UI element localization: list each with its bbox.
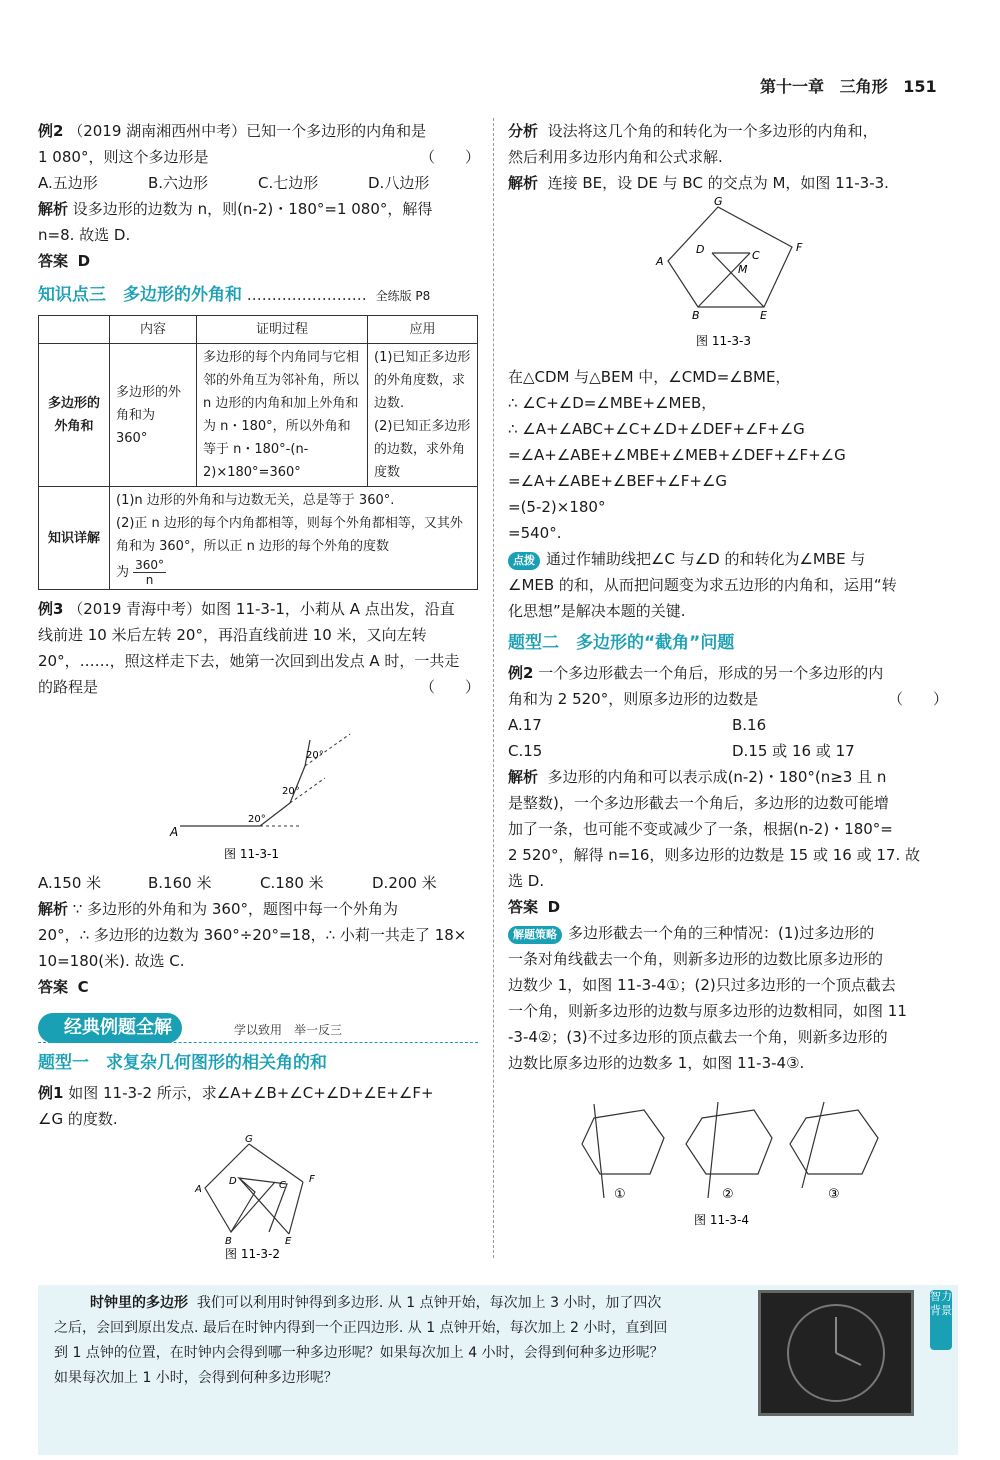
svg-text:F: F [309,1174,315,1185]
step-6: =(5-2)×180° [508,498,606,516]
svg-text:②: ② [722,1187,734,1202]
r-ex2-options-1: A.17 B.16 [508,716,767,734]
ex3-line4: 的路程是 （ ） [38,678,480,696]
ex2-answer: 答案 D [38,252,91,270]
strategy-badge: 解题策略 [508,926,562,944]
column-divider [493,118,494,1258]
type1-block [38,1050,480,1132]
svg-text:D: D [229,1176,237,1187]
strategy-line3: 边数少 1，如图 11-3-4①；(2)只过多边形的一个顶点截去 [508,976,896,994]
banner-subtitle: 学以致用 举一反三 [234,1023,343,1037]
step-3: ∴ ∠A+∠ABC+∠C+∠D+∠DEF+∠F+∠G [508,420,805,438]
r-ex2-sol4: 2 520°，解得 n=16，则多边形的边数是 15 或 16 或 17. 故 [508,846,921,864]
svg-text:A: A [656,255,664,268]
svg-text:G: G [714,195,723,208]
tip-badge: 点拨 [508,552,540,570]
r-ex2-line1: 例2 一个多边形截去一个角后，形成的另一个多边形的内 [508,664,884,682]
ex3-options: A.150 米 B.160 米 C.180 米 D.200 米 [38,874,437,892]
svg-text:D: D [696,243,705,256]
solution-steps [508,364,948,1076]
svg-text:M: M [738,263,748,276]
ex3-line3: 20°，……，照这样走下去，她第一次回到出发点 A 时，一共走 [38,652,460,670]
strategy-line5: -3-4②；(3)不过多边形的顶点截去一个角，则新多边形的 [508,1028,888,1046]
svg-text:A: A [195,1184,202,1195]
step-5: =∠A+∠ABE+∠BEF+∠F+∠G [508,472,728,490]
r-ex2-options-2: C.15 D.15 或 16 或 17 [508,742,855,760]
fig3-caption: 图 11-3-3 [696,334,752,348]
svg-text:G: G [245,1134,253,1145]
r-ex2-sol1: 解析 多边形的内角和可以表示成(n-2)・180°(n≥3 且 n [508,768,887,786]
side-tag: 智力背景 [930,1290,952,1350]
detail-label: 知识详解 [39,487,110,590]
page-header [760,74,937,100]
step-7: =540°. [508,524,562,542]
svg-text:C: C [752,249,760,262]
banner-title: 经典例题全解 [38,1013,182,1043]
analysis-line1: 分析 设法将这几个角的和转化为一个多边形的内角和， [508,122,878,140]
bottom-line4: 如果每次加上 1 小时，会得到何种多边形呢？ [54,1370,338,1386]
tip-line2: ∠MEB 的和，从而把问题变为求五边形的内角和，运用“转 [508,576,897,594]
step-4: =∠A+∠ABE+∠MBE+∠MEB+∠DEF+∠F+∠G [508,446,846,464]
step-2: ∴ ∠C+∠D=∠MBE+∠MEB， [508,394,717,412]
tip-line3: 化思想”是解决本题的关键. [508,602,686,620]
r-ex2-sol3: 加了一条，也可能不变或减少了一条，根据(n-2)・180°= [508,820,893,838]
fig1-angle-1: 20° [248,814,266,825]
step-1: 在△CDM 与△BEM 中，∠CMD=∠BME， [508,368,791,386]
page-number: 151 [903,77,937,96]
table-proof: 多边形的每个内角同与它相邻的外角互为邻补角，所以 n 边形的内角和加上外角和为 n・180°，所以外角和等于 n・180°-(n-2)×180°=360° [197,344,368,487]
svg-text:E: E [760,309,767,322]
fig1-caption: 图 11-3-1 [224,847,280,861]
kp3-heading: 知识点三 多边形的外角和 …………………… 全练版 P8 [38,285,431,305]
knowledge-table: 内容 证明过程 应用 多边形的外角和 多边形的外角和为 360° 多边形的每个内角同与它相邻的外角互为邻补角，所以 n 边形的内角和加上外角和为 n・180°，所以外角和等于 n・180°-(n-2)×180°=360° (1)已知正多边形的外角度数，求边数. (2)已知正多边形的边数，求外角度数 知识详解 (1)n 边形的外角和与边数无关，总是等于 360°. (2)正 n 边形的每个内角都相等，则每个外角都相等，又其外角和为 360°，所以正 n 边形的每个外角的度数 为 $\frac{360^\circ}{n}$ [38,315,478,590]
ex3-solution-2: 20°，∴ 多边形的边数为 360°÷20°=18，∴ 小莉一共走了 18× [38,926,467,944]
ex2-solution: 解析 设多边形的边数为 n，则(n-2)・180°=1 080°，解得 [38,200,433,218]
svg-text:B: B [225,1236,232,1247]
ex3-solution-3: 10=180(米). 故选 C. [38,952,185,970]
ex2-line2: 1 080°，则这个多边形是 （ ） [38,148,480,166]
figure-11-3-4 [570,1098,900,1230]
figure-11-3-1 [160,728,360,868]
classic-examples-banner [38,1013,478,1043]
left-column [38,118,480,700]
type2-title: 题型二 多边形的“截角”问题 [508,633,735,653]
figure-11-3-3 [650,195,820,350]
bottom-line3: 到 1 点钟的位置，在时钟内会得到哪一种多边形呢？如果每次加上 4 小时，会得到何种多边形呢？ [54,1345,664,1361]
strategy-line4: 一个角，则新多边形的边数与原多边形的边数相同，如图 11 [508,1002,907,1020]
svg-text:E: E [285,1236,292,1247]
ex2-line1: 例2 （2019 湖南湘西州中考）已知一个多边形的内角和是 [38,122,427,140]
svg-text:③: ③ [828,1187,840,1202]
ex2-solution-2: n=8. 故选 D. [38,226,131,244]
svg-text:B: B [692,309,700,322]
strategy-line6: 边数比原多边形的边数多 1，如图 11-3-4③. [508,1054,805,1072]
bottom-line2: 之后，会回到原出发点. 最后在时钟内得到一个正四边形. 从 1 点钟开始，每次加上 2 小时，直到回 [54,1320,668,1336]
strategy-line1: 解题策略 多边形截去一个角的三种情况：(1)过多边形的 [508,920,948,946]
bottom-line1: 时钟里的多边形 我们可以利用时钟得到多边形. 从 1 点钟开始，每次加上 3 小时，加了四次 [90,1295,662,1311]
ex2-options: A.五边形 B.六边形 C.七边形 D.八边形 [38,174,430,192]
ex1-line1: 例1 如图 11-3-2 所示，求∠A+∠B+∠C+∠D+∠E+∠F+ [38,1084,434,1102]
fig4-caption: 图 11-3-4 [694,1213,750,1227]
solution-line1: 解析 连接 BE，设 DE 与 BC 的交点为 M，如图 11-3-3. [508,174,889,192]
fig1-angle-2: 20° [282,786,300,797]
fraction-360-n: $\frac{360^\circ}{n}$ [135,558,165,587]
r-ex2-line2: 角和为 2 520°，则原多边形的边数是 （ ） [508,690,948,708]
r-ex2-sol5: 选 D. [508,872,545,890]
ex3-line1: 例3 （2019 青海中考）如图 11-3-1，小莉从 A 点出发，沿直 [38,600,455,618]
fig1-angle-3: 20° [306,750,324,761]
table-detail: (1)n 边形的外角和与边数无关，总是等于 360°. (2)正 n 边形的每个内角都相等，则每个外角都相等，又其外角和为 360°，所以正 n 边形的每个外角的度数 为 $\frac{360^\circ}{n}$ [110,487,478,590]
right-column [508,118,948,196]
topic-label: 三角形 [839,77,888,96]
ex3-line2: 线前进 10 米后左转 20°，再沿直线前进 10 米，又向左转 [38,626,427,644]
ex3-answer: 答案 C [38,978,89,996]
row-label: 多边形的外角和 [39,344,110,487]
r-ex2-sol2: 是整数)，一个多边形截去一个角后，多边形的边数可能增 [508,794,889,812]
table-application: (1)已知正多边形的外角度数，求边数. (2)已知正多边形的边数，求外角度数 [368,344,478,487]
strategy-line2: 一条对角线截去一个角，则新多边形的边数比原多边形的 [508,950,884,968]
fig2-caption: 图 11-3-2 [225,1247,281,1261]
fig1-point-a: A [170,825,179,839]
svg-text:F: F [796,241,803,254]
type1-title: 题型一 求复杂几何图形的相关角的和 [38,1053,327,1073]
ex1-line2: ∠G 的度数. [38,1110,118,1128]
chapter-label: 第十一章 [760,77,825,96]
table-content: 多边形的外角和为 360° [110,344,197,487]
ex3-solution-1: 解析 ∵ 多边形的外角和为 360°，题图中每一个外角为 [38,900,399,918]
svg-text:C: C [279,1180,286,1191]
r-ex2-answer: 答案 D [508,898,561,916]
ex3-tail [38,870,480,1000]
clock-photo [758,1290,914,1416]
analysis-line2: 然后利用多边形内角和公式求解. [508,148,723,166]
figure-11-3-2 [185,1132,335,1262]
svg-text:①: ① [614,1187,626,1202]
tip-line1: 点拨 通过作辅助线把∠C 与∠D 的和转化为∠MBE 与 [508,546,948,572]
